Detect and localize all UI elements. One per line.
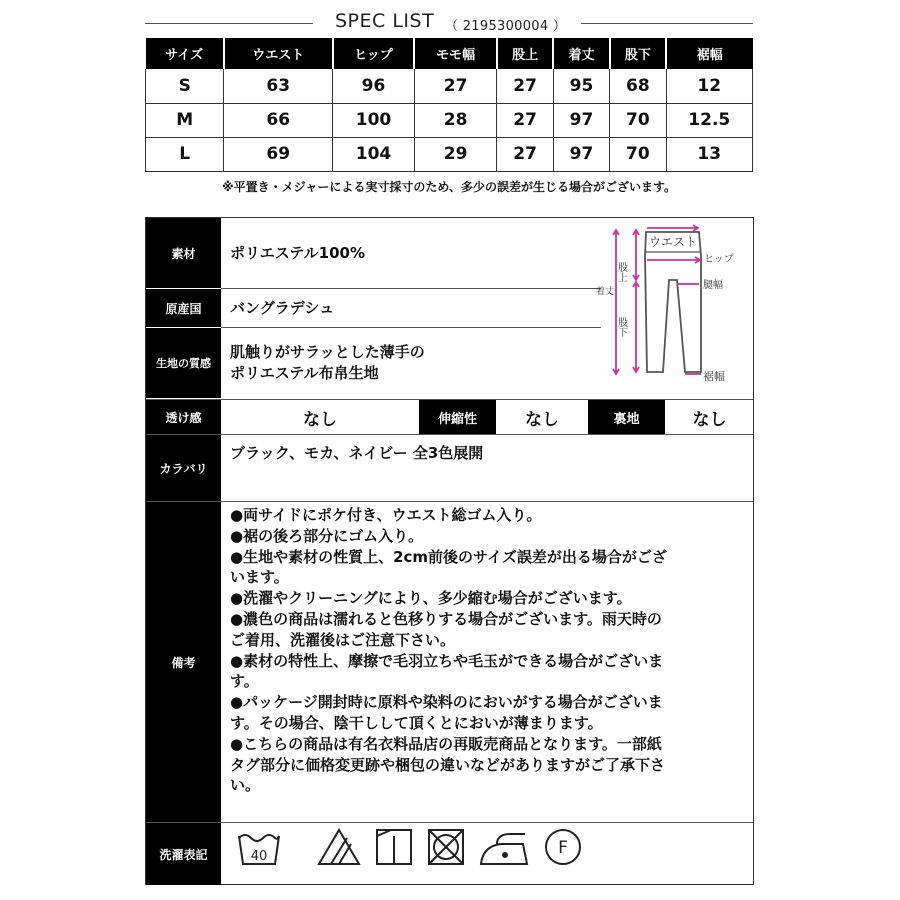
dry-clean-f-icon xyxy=(546,830,580,864)
table-cell: M xyxy=(146,103,224,137)
pants-outline xyxy=(645,232,701,372)
table-row xyxy=(146,137,753,171)
material-value: ポリエステル100% xyxy=(230,244,365,262)
divider xyxy=(146,822,753,823)
care-symbols xyxy=(231,824,591,876)
table-row xyxy=(146,69,753,103)
lining-value: なし xyxy=(692,409,727,430)
origin-value: バングラデシュ xyxy=(230,299,335,317)
divider xyxy=(146,434,753,435)
table-row xyxy=(146,103,753,137)
table-cell: L xyxy=(146,137,224,171)
table-cell: 95 xyxy=(553,69,609,103)
texture-line-1: 肌触りがサラッとした薄手の xyxy=(230,343,425,361)
divider xyxy=(146,501,753,502)
size-table xyxy=(145,38,753,172)
size-table-header-row xyxy=(146,38,753,69)
table-cell: 100 xyxy=(333,103,415,137)
bleach-triangle-icon xyxy=(319,830,359,864)
remarks-line: ご着用、洗濯後はご注意下さい。 xyxy=(230,630,456,649)
diagram-thigh-label: 腿幅 xyxy=(703,280,723,291)
wash-40-icon xyxy=(239,835,279,864)
table-cell: 66 xyxy=(224,103,333,137)
spec-list-title: SPEC LIST xyxy=(335,10,435,32)
header-size: サイズ xyxy=(146,38,224,69)
remarks-line: い。 xyxy=(230,776,261,795)
sheer-label: 透け感 xyxy=(146,400,221,434)
measurement-note: ※平置き・メジャーによる実寸採寸のため、多少の誤差が生じる場合がございます。 xyxy=(222,180,676,194)
table-cell: 97 xyxy=(553,103,609,137)
remarks-line: ●素材の特性上、摩擦で毛羽立ちや毛玉ができる場合がございま xyxy=(230,651,664,670)
care-label: 洗濯表記 xyxy=(146,823,221,885)
diagram-rise-label: 股上 xyxy=(615,262,627,282)
table-cell: 104 xyxy=(333,137,415,171)
iron-icon xyxy=(481,834,527,864)
title-divider-right xyxy=(581,23,753,24)
table-cell: 63 xyxy=(224,69,333,103)
table-cell: 96 xyxy=(333,69,415,103)
header-inseam: 股下 xyxy=(610,38,666,69)
stretch-label: 伸縮性 xyxy=(419,400,496,434)
remarks-line: ●洗濯やクリーニングにより、多少縮む場合がございます。 xyxy=(230,589,632,608)
remarks-line: ●生地や素材の性質上、2cm前後のサイズ誤差が出る場合がござ xyxy=(230,547,667,566)
remarks-line: ●裾の後ろ部分にゴム入り。 xyxy=(230,526,424,545)
remarks-line: ●濃色の商品は濡れると色移りする場合がございます。雨天時の xyxy=(230,609,662,628)
header-hip: ヒップ xyxy=(333,38,415,69)
pants-diagram xyxy=(591,222,751,392)
diagram-waist-label: ウエスト xyxy=(649,235,698,249)
table-cell: 69 xyxy=(224,137,333,171)
table-cell: 29 xyxy=(414,137,497,171)
divider xyxy=(221,327,601,328)
diagram-inseam-label: 股下 xyxy=(615,317,627,337)
color-label: カラバリ xyxy=(146,435,221,501)
diagram-hem-label: 裾幅 xyxy=(703,370,725,383)
table-cell: 12 xyxy=(666,69,752,103)
dry-clean-letter: F xyxy=(558,838,568,858)
remarks-line: ●パッケージ開封時に原料や染料のにおいがする場合がございま xyxy=(230,693,663,712)
texture-line-2: ポリエステル布帛生地 xyxy=(230,364,379,382)
remarks-line: います。 xyxy=(230,568,289,587)
lining-label: 裏地 xyxy=(588,400,665,434)
table-cell: 68 xyxy=(610,69,666,103)
header-waist: ウエスト xyxy=(224,38,333,69)
remarks-line: す。その場合、陰干しして頂くとにおいが薄まります。 xyxy=(230,713,603,732)
no-tumble-dry-icon xyxy=(429,830,463,864)
remarks-line: ●こちらの商品は有名衣料品店の再販売商品となります。一部紙 xyxy=(230,734,662,753)
header-length: 着丈 xyxy=(553,38,609,69)
table-cell: 70 xyxy=(610,103,666,137)
sheer-value: なし xyxy=(303,409,337,430)
header-rise: 股上 xyxy=(497,38,553,69)
wash-temp-text: 40 xyxy=(250,849,268,864)
remarks-text xyxy=(230,505,750,796)
table-cell: 27 xyxy=(497,103,553,137)
table-cell: 27 xyxy=(497,69,553,103)
stretch-value: なし xyxy=(525,409,559,430)
header-thigh: モモ幅 xyxy=(414,38,497,69)
texture-label: 生地の質感 xyxy=(146,328,221,398)
remarks-line: ●両サイドにポケ付き、ウエスト総ゴム入り。 xyxy=(230,506,542,524)
remarks-line: タグ部分に価格変更跡や梱包の違いなどがありますがご了承下さ xyxy=(230,755,666,774)
table-cell: S xyxy=(146,69,224,103)
table-cell: 27 xyxy=(414,69,497,103)
diagram-hip-label: ヒップ xyxy=(704,254,734,265)
table-cell: 97 xyxy=(553,137,609,171)
origin-label: 原産国 xyxy=(146,289,221,327)
remarks-line: す。 xyxy=(230,672,259,691)
spec-box xyxy=(145,217,754,885)
table-cell: 12.5 xyxy=(666,103,752,137)
diagram-length-label: 着丈 xyxy=(596,287,615,297)
header-hem: 裾幅 xyxy=(666,38,752,69)
divider xyxy=(221,288,601,289)
spec-title-row xyxy=(145,8,753,38)
product-code: （ 2195300004 ） xyxy=(445,19,567,34)
table-cell: 13 xyxy=(666,137,752,171)
line-dry-icon xyxy=(377,830,411,864)
color-value: ブラック、モカ、ネイビー 全3色展開 xyxy=(230,444,484,462)
table-cell: 28 xyxy=(414,103,497,137)
remarks-label: 備考 xyxy=(146,502,221,822)
title-divider-left xyxy=(145,23,313,24)
material-label: 素材 xyxy=(146,218,221,288)
table-cell: 27 xyxy=(497,137,553,171)
table-cell: 70 xyxy=(610,137,666,171)
